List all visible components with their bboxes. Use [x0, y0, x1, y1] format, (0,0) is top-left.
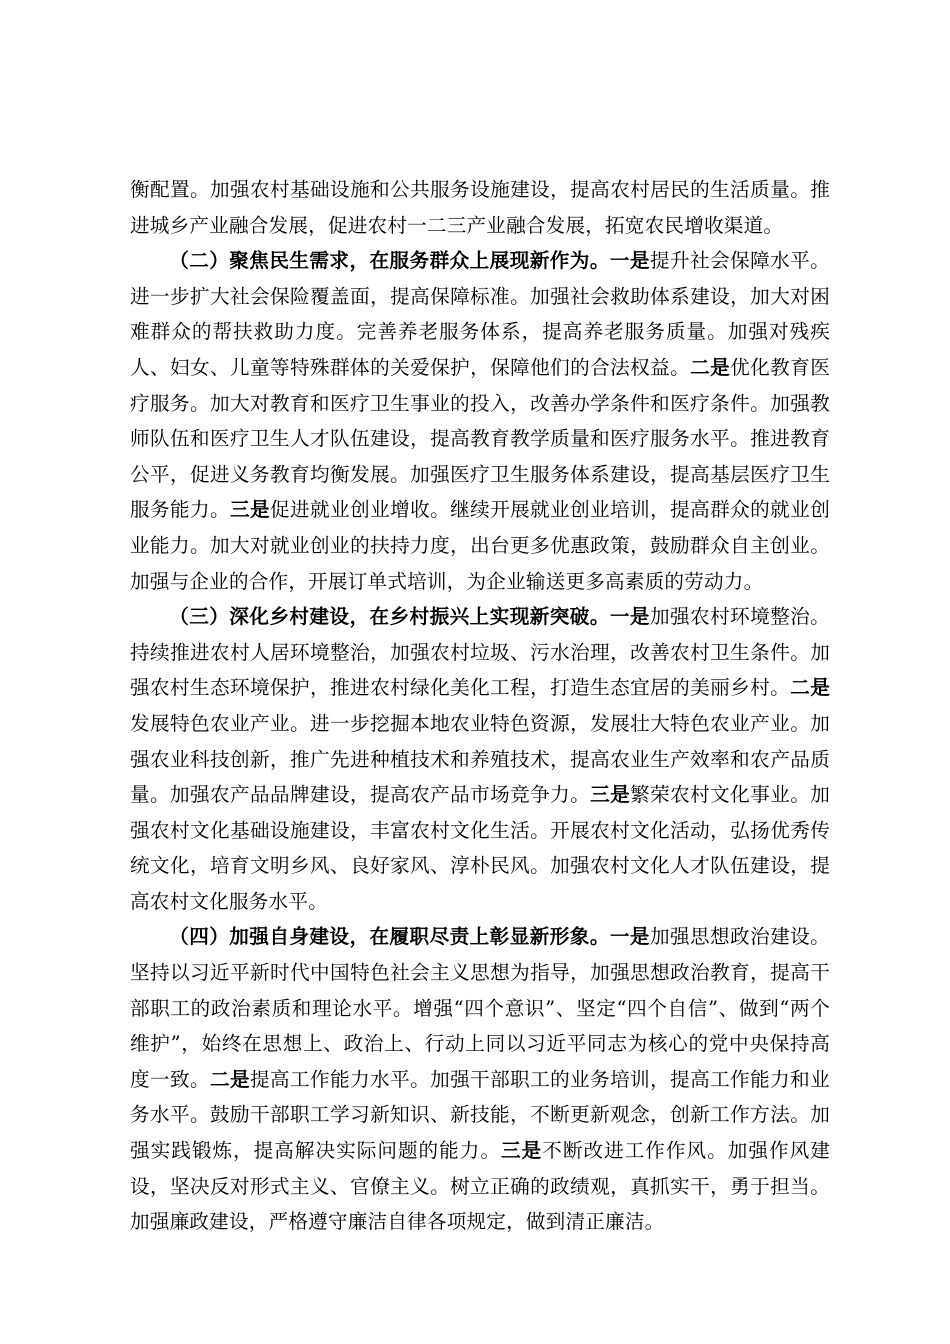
paragraph-text: 发展特色农业产业。进一步挖掘本地农业特色资源，发展壮大特色农业产业。加强农业科技创新，推广先进种植技术和养殖技术，提高农业生产效率和农产品质量。加强农产品品牌建设，提高农产品市场竞争力。 [130, 711, 830, 807]
paragraph-text: 提升社会保障水平。进一步扩大社会保险覆盖面，提高保障标准。加强社会救助体系建设，加大对困难群众的帮扶救助力度。完善养老服务体系，提高养老服务质量。加强对残疾人、妇女、儿童等特殊群体的关爱保护，保障他们的合法权益。 [130, 249, 830, 379]
section-heading: （三）深化乡村建设，在乡村振兴上实现新突破。 [169, 605, 610, 629]
paragraph-text: 加强农村环境整治。持续推进农村人居环境整治，加强农村垃圾、污水治理，改善农村卫生条件。加强农村生态环境保护，推进农村绿化美化工程，打造生态宜居的美丽乡村。 [130, 605, 830, 700]
paragraph-rural-construction [130, 599, 830, 919]
item-marker: 二是 [690, 355, 731, 379]
paragraph-self-building [130, 919, 830, 1239]
paragraph-text: 促进就业创业增收。继续开展就业创业培训，提高群众的就业创业能力。加大对就业创业的扶持力度，出台更多优惠政策，鼓励群众自主创业。加强与企业的合作，开展订单式培训，为企业输送更多高素质的劳动力。 [130, 498, 830, 593]
item-marker: 一是 [609, 605, 650, 629]
paragraph-text: 优化教育医疗服务。加大对教育和医疗卫生事业的投入，改善办学条件和医疗条件。加强教师队伍和医疗卫生人才队伍建设，提高教育教学质量和医疗服务水平。推进教育公平，促进义务教育均衡发展。加强医疗卫生服务体系建设，提高基层医疗卫生服务能力。 [130, 355, 830, 522]
item-marker: 三是 [590, 783, 631, 807]
item-marker: 一是 [609, 925, 650, 949]
document-body [130, 172, 830, 1240]
paragraph-text: 不断改进工作作风。加强作风建设，坚决反对形式主义、官僚主义。树立正确的政绩观，真抓实干，勇于担当。加强廉政建设，严格遵守廉洁自律各项规定，做到清正廉洁。 [130, 1139, 830, 1234]
item-marker: 三是 [230, 498, 271, 522]
paragraph-text: 衡配置。加强农村基础设施和公共服务设施建设，提高农村居民的生活质量。推进城乡产业融合发展，促进农村一二三产业融合发展，拓宽农民增收渠道。 [130, 178, 830, 237]
paragraph-text: 加强思想政治建设。坚持以习近平新时代中国特色社会主义思想为指导，加强思想政治教育，提高干部职工的政治素质和理论水平。增强“四个意识”、坚定“四个自信”、做到“两个维护”，始终在思想上、政治上、行动上同以习近平同志为核心的党中央保持高度一致。 [130, 925, 830, 1091]
item-marker: 二是 [210, 1067, 251, 1091]
section-heading: （二）聚焦民生需求，在服务群众上展现新作为。 [169, 249, 610, 273]
section-heading: （四）加强自身建设，在履职尽责上彰显新形象。 [169, 925, 610, 949]
item-marker: 二是 [790, 676, 830, 700]
paragraph-people-livelihood [130, 243, 830, 599]
paragraph-continuation [130, 172, 830, 243]
item-marker: 三是 [501, 1139, 543, 1163]
paragraph-text: 繁荣农村文化事业。加强农村文化基础设施建设，丰富农村文化生活。开展农村文化活动，弘扬优秀传统文化，培育文明乡风、良好家风、淳朴民风。加强农村文化人才队伍建设，提高农村文化服务水平。 [130, 783, 831, 913]
paragraph-text: 提高工作能力水平。加强干部职工的业务培训，提高工作能力和业务水平。鼓励干部职工学习新知识、新技能，不断更新观念，创新工作方法。加强实践锻炼，提高解决实际问题的能力。 [130, 1067, 830, 1163]
item-marker: 一是 [609, 249, 650, 273]
